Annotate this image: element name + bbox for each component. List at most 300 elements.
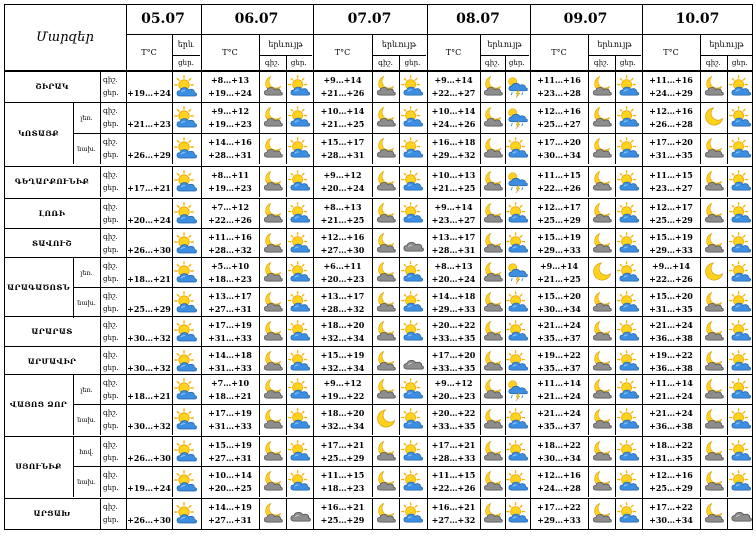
- grid-line: [700, 436, 701, 467]
- night-temp: +21…+24: [537, 320, 581, 331]
- sun-cloud-icon: [617, 408, 640, 431]
- grid-line: [700, 55, 753, 56]
- grid-line: [700, 346, 701, 377]
- night-temp: +17…+20: [431, 350, 476, 361]
- night-temp: +17…+21: [320, 440, 365, 451]
- sun-cloud-icon: [401, 291, 424, 314]
- grid-line: [100, 374, 101, 405]
- sun-cloud-icon: [288, 291, 311, 314]
- night-temp: [126, 201, 172, 214]
- night-cloud-icon: [374, 170, 397, 193]
- grid-line: [259, 316, 260, 347]
- grid-line: [286, 374, 287, 405]
- day-temp: +31…+35: [649, 452, 693, 463]
- grid-line: [588, 133, 589, 164]
- sun-cloud-icon: [288, 440, 311, 463]
- night-temp: +11…+15: [431, 470, 476, 481]
- night-cloud-icon: [590, 502, 613, 525]
- grid-line: [615, 498, 616, 529]
- grid-line: [100, 436, 101, 467]
- day-temp: +20…+24: [431, 273, 476, 284]
- sun-cloud-icon: [401, 261, 424, 284]
- day-subheader: ցեր.: [290, 58, 307, 67]
- grid-line: [172, 498, 173, 529]
- day-temp: +19…+24: [208, 87, 252, 98]
- subzone-label: նախ.: [77, 415, 96, 424]
- region-name: ՇԻՐԱԿ: [35, 82, 69, 91]
- grid-line: [259, 34, 260, 71]
- sun-cloud-icon: [729, 170, 752, 193]
- day-label: ցեր.: [103, 421, 119, 430]
- sun-cloud-icon: [288, 378, 311, 401]
- night-temp: +17…+19: [208, 320, 252, 331]
- night-temp: [126, 407, 172, 420]
- day-temp: +22…+26: [431, 482, 476, 493]
- sun-cloud-icon: [729, 291, 752, 314]
- grid-line: [100, 133, 101, 164]
- night-temp: +9…+12: [434, 378, 473, 389]
- sun-cloud-icon: [617, 106, 640, 129]
- table-title: Մարզեր: [36, 29, 94, 45]
- night-cloud-icon: [374, 202, 397, 225]
- day-temp: +22…+26: [649, 273, 693, 284]
- day-temp: +35…+37: [537, 362, 581, 373]
- night-temp: +10…+14: [431, 106, 476, 117]
- night-cloud-icon: [590, 470, 613, 493]
- day-temp: +31…+33: [208, 332, 252, 343]
- night-subheader: գիշ.: [264, 58, 280, 67]
- grid-line: [286, 71, 287, 102]
- day-temp: +19…+24: [127, 87, 171, 98]
- night-temp: +11…+14: [537, 378, 581, 389]
- night-temp: +9…+14: [539, 261, 579, 272]
- grid-line: [372, 374, 373, 405]
- grid-line: [259, 198, 260, 229]
- temp-header: T°C: [663, 47, 679, 57]
- day-label: ցեր.: [103, 215, 119, 224]
- night-temp: [126, 136, 172, 149]
- grid-line: [399, 166, 400, 197]
- night-temp: +15…+19: [320, 350, 365, 361]
- day-temp: +36…+38: [649, 332, 693, 343]
- grid-line: [100, 346, 101, 377]
- grid-line: [4, 4, 5, 530]
- sun-cloud-icon: [729, 378, 752, 401]
- night-temp: +21…+24: [649, 320, 693, 331]
- day-temp: +25…+29: [649, 214, 693, 225]
- day-temp: +32…+34: [320, 362, 365, 373]
- grid-line: [4, 529, 753, 530]
- night-temp: +13…+17: [208, 291, 252, 302]
- thunder-icon: [506, 106, 529, 129]
- day-temp: +25…+29: [320, 514, 365, 525]
- sun-cloud-icon: [288, 75, 311, 98]
- night-temp: +8…+11: [210, 170, 250, 181]
- day-subheader: ցեր.: [619, 58, 636, 67]
- grid-line: [588, 404, 589, 435]
- grid-line: [588, 257, 589, 288]
- sun-cloud-icon: [506, 440, 529, 463]
- thunder-icon: [506, 75, 529, 98]
- night-temp: +9…+12: [210, 106, 250, 117]
- day-temp: +19…+23: [208, 118, 252, 129]
- night-cloud-icon: [702, 137, 725, 160]
- grid-line: [286, 466, 287, 497]
- region-name: ԼՈՌԻ: [38, 209, 66, 218]
- grid-line: [700, 228, 701, 259]
- night-cloud-icon: [590, 75, 613, 98]
- night-temp: +8…+13: [210, 75, 250, 86]
- sun-cloud-icon: [174, 232, 198, 256]
- region-name: ԱՐԱԳԱԾՈՏՆ: [7, 283, 70, 292]
- sun-cloud-icon: [617, 170, 640, 193]
- date-header: 06.07: [234, 11, 279, 27]
- night-temp: +11…+15: [649, 170, 693, 181]
- cloud-icon: [729, 502, 752, 525]
- grid-line: [399, 55, 400, 70]
- sun-cloud-icon: [401, 502, 424, 525]
- night-temp: +21…+24: [537, 408, 581, 419]
- grid-line: [700, 198, 701, 229]
- grid-line: [530, 4, 531, 529]
- day-temp: +30…+32: [127, 362, 171, 373]
- night-temp: +10…+14: [320, 106, 365, 117]
- sun-cloud-icon: [617, 470, 640, 493]
- sun-cloud-icon: [617, 137, 640, 160]
- region-name: ՍՅՈՒՆԻՔ: [15, 462, 62, 471]
- region-name: ԱՐՄԱՎԻՐ: [27, 357, 77, 366]
- sun-cloud-icon: [174, 470, 198, 494]
- grid-line: [286, 257, 287, 288]
- grid-line: [700, 133, 701, 164]
- temp-header: T°C: [551, 47, 567, 57]
- night-cloud-icon: [374, 137, 397, 160]
- day-temp: +30…+32: [127, 420, 171, 431]
- day-temp: +21…+25: [320, 118, 365, 129]
- night-cloud-icon: [374, 291, 397, 314]
- night-label: գիշ.: [103, 441, 118, 450]
- grid-line: [4, 71, 752, 72]
- thunder-icon: [506, 170, 529, 193]
- night-cloud-icon: [481, 137, 504, 160]
- night-temp: +7…+12: [210, 202, 250, 213]
- grid-line: [399, 102, 400, 133]
- grid-line: [588, 166, 589, 197]
- night-cloud-icon: [702, 440, 725, 463]
- phenomenon-header: երևույթ: [268, 40, 303, 49]
- grid-line: [4, 102, 752, 103]
- night-cloud-icon: [374, 470, 397, 493]
- night-cloud-icon: [261, 291, 284, 314]
- night-temp: +9…+14: [651, 261, 691, 272]
- grid-line: [615, 228, 616, 259]
- grid-line: [727, 466, 728, 497]
- grid-line: [700, 102, 701, 133]
- grid-line: [372, 436, 373, 467]
- grid-line: [700, 374, 701, 405]
- grid-line: [126, 70, 752, 71]
- night-label: գիշ.: [103, 351, 118, 360]
- date-header: 10.07: [675, 11, 720, 27]
- grid-line: [399, 374, 400, 405]
- night-temp: +15…+19: [649, 232, 693, 243]
- sun-cloud-icon: [288, 408, 311, 431]
- grid-line: [727, 71, 728, 102]
- day-label: ցեր.: [103, 515, 119, 524]
- grid-line: [4, 498, 752, 499]
- grid-line: [399, 228, 400, 259]
- day-temp: +32…+34: [320, 420, 365, 431]
- night-cloud-icon: [481, 320, 504, 343]
- night-cloud-icon: [261, 470, 284, 493]
- region-name: ԳԵՂԱՐՔՈՒՆԻՔ: [14, 177, 90, 186]
- grid-line: [615, 55, 616, 70]
- night-cloud-icon: [702, 470, 725, 493]
- night-cloud-icon: [481, 440, 504, 463]
- day-temp: +35…+37: [537, 332, 581, 343]
- night-cloud-icon: [702, 320, 725, 343]
- grid-line: [399, 287, 400, 318]
- night-cloud-icon: [261, 106, 284, 129]
- night-label: գիշ.: [103, 203, 118, 212]
- grid-line: [172, 198, 173, 229]
- night-clear-icon: [590, 261, 613, 284]
- sun-cloud-icon: [288, 137, 311, 160]
- day-subheader: ցեր.: [404, 58, 421, 67]
- grid-line: [172, 466, 173, 497]
- day-temp: +32…+34: [320, 332, 365, 343]
- night-clear-icon: [374, 408, 397, 431]
- day-temp: +33…+35: [431, 420, 476, 431]
- day-temp: +26…+30: [127, 244, 171, 255]
- night-cloud-icon: [590, 202, 613, 225]
- night-cloud-icon: [590, 137, 613, 160]
- night-temp: +20…+22: [431, 320, 476, 331]
- night-temp: [126, 439, 172, 452]
- grid-line: [4, 257, 752, 258]
- grid-line: [73, 133, 752, 134]
- temp-header: T°C: [334, 47, 351, 57]
- phenomenon-header: երև: [177, 40, 195, 49]
- grid-line: [172, 374, 173, 405]
- day-temp: +20…+24: [320, 182, 365, 193]
- day-label: ցեր.: [103, 88, 119, 97]
- night-temp: +11…+14: [649, 378, 693, 389]
- night-temp: +17…+20: [537, 137, 581, 148]
- grid-line: [588, 316, 589, 347]
- night-temp: +12…+16: [537, 106, 581, 117]
- day-temp: +21…+25: [537, 273, 581, 284]
- grid-line: [172, 346, 173, 377]
- grid-line: [259, 257, 260, 288]
- day-temp: +27…+31: [208, 514, 252, 525]
- night-cloud-icon: [481, 75, 504, 98]
- night-label: գիշ.: [103, 138, 118, 147]
- grid-line: [700, 498, 701, 529]
- grid-line: [4, 198, 752, 199]
- thunder-icon: [506, 261, 529, 284]
- day-temp: +26…+29: [127, 149, 171, 160]
- night-temp: +18…+22: [649, 440, 693, 451]
- grid-line: [615, 436, 616, 467]
- day-temp: +27…+31: [208, 452, 252, 463]
- night-label: գիշ.: [103, 76, 118, 85]
- night-temp: [126, 260, 172, 273]
- day-temp: +23…+27: [649, 182, 693, 193]
- grid-line: [727, 436, 728, 467]
- grid-line: [615, 374, 616, 405]
- night-temp: +14…+18: [208, 350, 252, 361]
- grid-line: [286, 198, 287, 229]
- sun-cloud-icon: [401, 202, 424, 225]
- grid-line: [172, 257, 173, 288]
- sun-cloud-icon: [174, 320, 198, 344]
- grid-line: [201, 4, 202, 529]
- day-temp: +21…+25: [431, 182, 476, 193]
- grid-line: [642, 4, 643, 529]
- grid-line: [372, 257, 373, 288]
- grid-line: [100, 466, 101, 497]
- day-label: ցեր.: [103, 274, 119, 283]
- grid-line: [372, 55, 426, 56]
- day-temp: +18…+21: [127, 273, 171, 284]
- grid-line: [100, 198, 101, 229]
- grid-line: [480, 34, 481, 71]
- night-temp: +16…+21: [320, 502, 365, 513]
- night-cloud-icon: [590, 291, 613, 314]
- night-temp: [126, 74, 172, 87]
- grid-line: [172, 404, 173, 435]
- grid-line: [372, 287, 373, 318]
- day-temp: +33…+35: [431, 362, 476, 373]
- night-cloud-icon: [481, 378, 504, 401]
- grid-line: [372, 34, 373, 71]
- sun-cloud-icon: [401, 320, 424, 343]
- grid-line: [615, 316, 616, 347]
- grid-line: [100, 287, 101, 318]
- day-temp: +18…+23: [208, 273, 252, 284]
- night-cloud-icon: [261, 408, 284, 431]
- night-temp: +8…+13: [434, 261, 473, 272]
- night-temp: [126, 105, 172, 118]
- thunder-icon: [506, 378, 529, 401]
- day-subheader: ցեր.: [731, 58, 748, 67]
- sun-cloud-icon: [288, 350, 311, 373]
- night-label: գիշ.: [103, 379, 118, 388]
- night-temp: +11…+16: [208, 232, 252, 243]
- night-temp: +12…+17: [649, 202, 693, 213]
- day-label: ցեր.: [103, 150, 119, 159]
- night-temp: +17…+21: [431, 440, 476, 451]
- sun-cloud-icon: [729, 232, 752, 255]
- grid-line: [727, 404, 728, 435]
- night-cloud-icon: [261, 261, 284, 284]
- day-temp: +20…+25: [208, 482, 252, 493]
- sun-cloud-icon: [729, 261, 752, 284]
- night-temp: +14…+18: [431, 291, 476, 302]
- grid-line: [286, 102, 287, 133]
- grid-line: [700, 34, 701, 71]
- night-temp: +15…+20: [649, 291, 693, 302]
- day-temp: +25…+27: [537, 118, 581, 129]
- sun-cloud-icon: [617, 378, 640, 401]
- night-label: գիշ.: [103, 471, 118, 480]
- sun-cloud-icon: [729, 470, 752, 493]
- day-temp: +28…+31: [431, 244, 476, 255]
- subzone-label: նախ.: [77, 298, 96, 307]
- night-cloud-icon: [374, 75, 397, 98]
- night-temp: +17…+22: [537, 502, 581, 513]
- night-cloud-icon: [261, 202, 284, 225]
- night-temp: [126, 349, 172, 362]
- day-temp: +22…+26: [537, 182, 581, 193]
- sun-cloud-icon: [401, 470, 424, 493]
- region-name: ԱՐԱՐԱՏ: [31, 327, 73, 336]
- night-label: գիշ.: [103, 409, 118, 418]
- night-temp: +9…+14: [434, 202, 473, 213]
- night-temp: +12…+16: [537, 470, 581, 481]
- temp-header: T°C: [445, 47, 462, 57]
- night-cloud-icon: [590, 378, 613, 401]
- date-header: 07.07: [347, 11, 392, 27]
- day-temp: +27…+30: [320, 244, 365, 255]
- night-cloud-icon: [702, 75, 725, 98]
- sun-cloud-icon: [174, 350, 198, 374]
- night-subheader: գիշ.: [378, 58, 393, 67]
- grid-line: [399, 198, 400, 229]
- day-label: ցեր.: [103, 363, 119, 372]
- day-temp: +29…+32: [431, 149, 476, 160]
- grid-line: [399, 257, 400, 288]
- day-temp: +17…+21: [127, 182, 171, 193]
- night-temp: +21…+24: [649, 408, 693, 419]
- night-cloud-icon: [261, 170, 284, 193]
- sun-cloud-icon: [288, 470, 311, 493]
- day-temp: +25…+29: [537, 214, 581, 225]
- night-cloud-icon: [590, 232, 613, 255]
- sun-cloud-icon: [506, 232, 529, 255]
- grid-line: [727, 166, 728, 197]
- grid-line: [286, 436, 287, 467]
- night-cloud-icon: [261, 232, 284, 255]
- night-cloud-icon: [261, 502, 284, 525]
- day-label: ցեր.: [103, 119, 119, 128]
- grid-line: [100, 102, 101, 133]
- night-subheader: գիշ.: [705, 58, 721, 67]
- sun-cloud-icon: [174, 378, 198, 402]
- day-temp: +18…+21: [127, 390, 171, 401]
- night-cloud-icon: [481, 232, 504, 255]
- grid-line: [727, 133, 728, 164]
- grid-line: [259, 55, 312, 56]
- day-temp: +29…+33: [649, 244, 693, 255]
- day-temp: +26…+30: [127, 514, 171, 525]
- grid-line: [259, 498, 260, 529]
- night-temp: +17…+22: [649, 502, 693, 513]
- night-clear-icon: [702, 106, 725, 129]
- grid-line: [259, 71, 260, 102]
- grid-line: [100, 71, 101, 102]
- day-subheader: ցեր.: [178, 58, 194, 67]
- grid-line: [286, 404, 287, 435]
- day-temp: +20…+23: [431, 390, 476, 401]
- phenomenon-header: երևույթ: [709, 40, 744, 49]
- day-temp: +18…+21: [208, 390, 252, 401]
- night-temp: +5…+10: [210, 261, 250, 272]
- grid-line: [286, 498, 287, 529]
- grid-line: [126, 4, 127, 529]
- night-temp: [126, 319, 172, 332]
